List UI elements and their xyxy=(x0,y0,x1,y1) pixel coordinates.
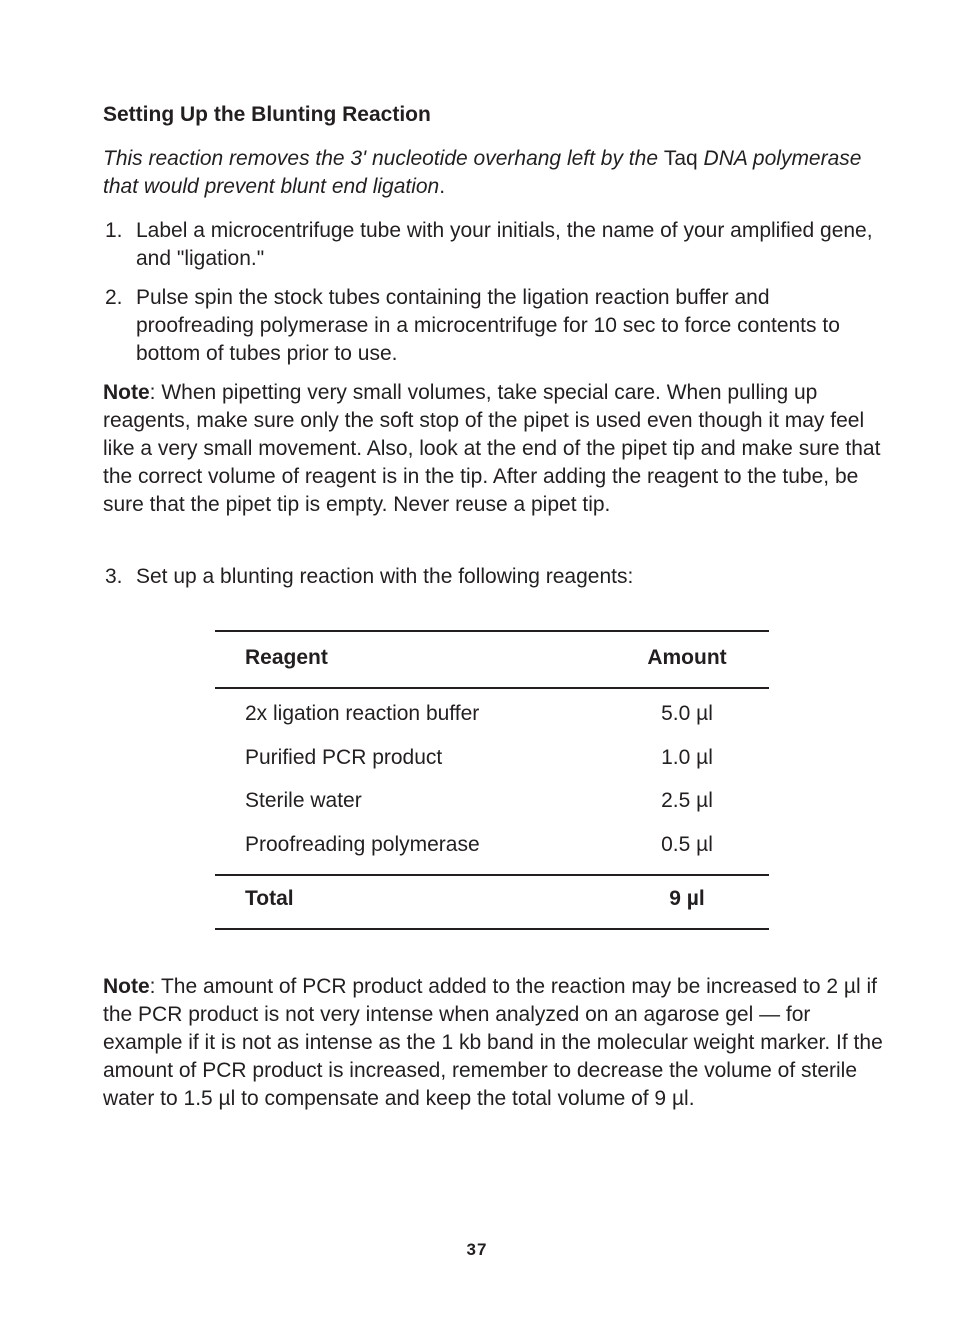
note-text: : When pipetting very small volumes, take special care. When pulling up reagents, make sure only the soft stop of the pipet is used even though it may feel like a very small movement. Also, look at the end of the pipet tip and make sure that the correct volume of reagent is in the tip. After adding the reagent to the tube, be sure that the pipet tip is empty. Never reuse a pipet tip. xyxy=(103,381,881,516)
table-row-amount: 5.0 µl xyxy=(661,702,713,725)
note-label: Note xyxy=(103,975,150,998)
table-row-amount: 0.5 µl xyxy=(661,833,713,856)
step-text: Label a microcentrifuge tube with your initials, the name of your amplified gene, and "ligation." xyxy=(136,219,873,270)
note-label: Note xyxy=(103,381,150,404)
step-text: Pulse spin the stock tubes containing the ligation reaction buffer and proofreading polymerase in a microcentrifuge for 10 sec to force contents to bottom of tubes prior to use. xyxy=(136,286,840,365)
intro-taq: Taq xyxy=(663,147,698,170)
table-row-reagent: Purified PCR product xyxy=(245,746,443,769)
step-number: 3. xyxy=(105,565,123,588)
step-2 xyxy=(103,284,883,368)
table-total-rule xyxy=(215,874,769,876)
step-number: 1. xyxy=(105,219,123,242)
header-reagent: Reagent xyxy=(245,646,328,669)
section-heading: Setting Up the Blunting Reaction xyxy=(103,103,431,126)
total-label: Total xyxy=(245,887,294,910)
table-bottom-rule xyxy=(215,928,769,930)
note-text: : The amount of PCR product added to the reaction may be increased to 2 µl if the PCR product is not very intense when analyzed on an agarose gel — for example if it is not as intense as the 1 kb band in the molecular weight marker. If the amount of PCR product is increased, remember to decrease the volume of sterile water to 1.5 µl to compensate and keep the total volume of 9 µl. xyxy=(103,975,883,1110)
intro-text-2: DNA polymerase that would prevent blunt end ligation xyxy=(103,147,862,198)
note-pcr-amount xyxy=(103,973,885,1113)
table-row-amount: 2.5 µl xyxy=(661,789,713,812)
table-row-amount: 1.0 µl xyxy=(661,746,713,769)
page-number: 37 xyxy=(466,1240,488,1259)
intro-paragraph xyxy=(103,145,883,201)
table-row-reagent: Proofreading polymerase xyxy=(245,833,480,856)
note-pipetting xyxy=(103,379,885,519)
header-amount: Amount xyxy=(647,646,727,669)
total-amount: 9 µl xyxy=(669,887,705,910)
table-top-rule xyxy=(215,630,769,632)
step-number: 2. xyxy=(105,286,123,309)
table-row-reagent: 2x ligation reaction buffer xyxy=(245,702,480,725)
intro-period: . xyxy=(439,175,446,198)
table-header-rule xyxy=(215,687,769,689)
step-text: Set up a blunting reaction with the following reagents: xyxy=(136,565,634,588)
step-3 xyxy=(103,563,883,591)
table-row-reagent: Sterile water xyxy=(245,789,362,812)
step-1 xyxy=(103,217,883,273)
intro-text-1: This reaction removes the 3' nucleotide overhang left by the xyxy=(103,147,664,170)
